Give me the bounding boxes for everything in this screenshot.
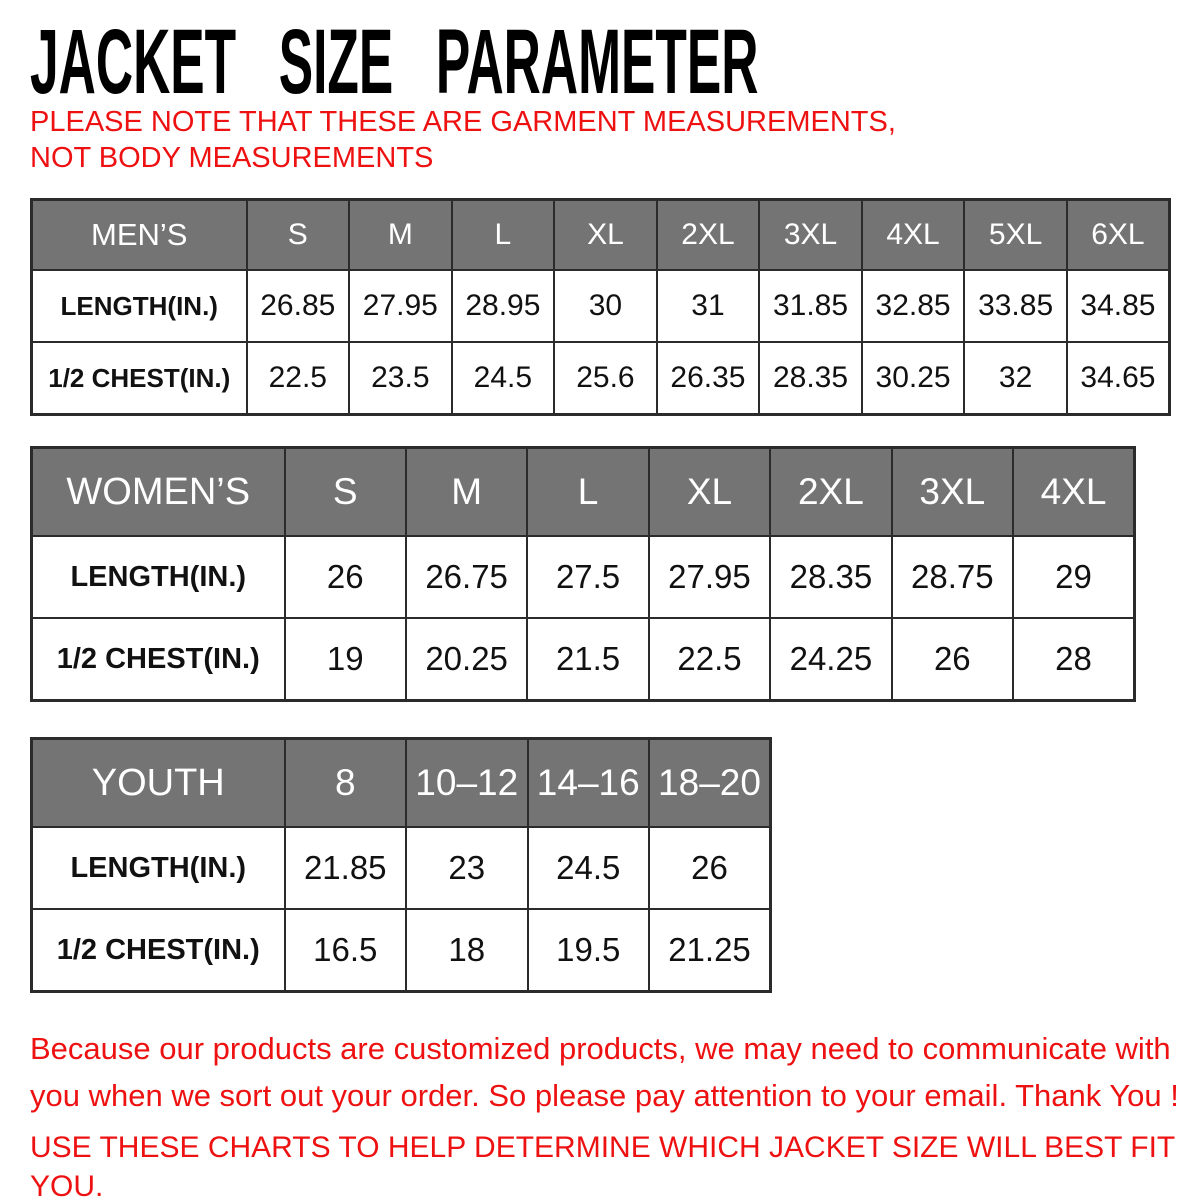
mens-size-header: 2XL bbox=[657, 200, 760, 271]
youth-length-value: 21.85 bbox=[285, 827, 407, 909]
womens-size-header: XL bbox=[649, 448, 770, 537]
youth-chest-value: 18 bbox=[406, 909, 528, 992]
youth-length-value: 23 bbox=[406, 827, 528, 909]
womens-size-header: M bbox=[406, 448, 527, 537]
womens-size-header: L bbox=[527, 448, 648, 537]
mens-size-header: 3XL bbox=[759, 200, 862, 271]
mens-chest-value: 32 bbox=[964, 342, 1067, 415]
mens-chest-row bbox=[32, 342, 1170, 415]
womens-chest-value: 22.5 bbox=[649, 618, 770, 701]
mens-size-header: 4XL bbox=[862, 200, 965, 271]
womens-length-value: 28.35 bbox=[770, 536, 891, 618]
mens-length-value: 32.85 bbox=[862, 270, 965, 342]
womens-chest-value: 19 bbox=[285, 618, 406, 701]
youth-length-row bbox=[32, 827, 771, 909]
garment-measurement-note: PLEASE NOTE THAT THESE ARE GARMENT MEASUREMENTS, NOT BODY MEASUREMENTS bbox=[30, 106, 896, 175]
mens-size-header: XL bbox=[554, 200, 657, 271]
youth-chest-label: 1/2 CHEST(IN.) bbox=[32, 909, 285, 992]
youth-chest-value: 21.25 bbox=[649, 909, 771, 992]
mens-length-value: 26.85 bbox=[247, 270, 350, 342]
mens-length-value: 33.85 bbox=[964, 270, 1067, 342]
youth-chest-value: 16.5 bbox=[285, 909, 407, 992]
mens-chest-value: 34.65 bbox=[1067, 342, 1170, 415]
mens-length-value: 28.95 bbox=[452, 270, 555, 342]
mens-chest-value: 25.6 bbox=[554, 342, 657, 415]
womens-size-header: S bbox=[285, 448, 406, 537]
womens-chest-label: 1/2 CHEST(IN.) bbox=[32, 618, 285, 701]
youth-size-header: 8 bbox=[285, 739, 407, 828]
womens-chest-value: 21.5 bbox=[527, 618, 648, 701]
womens-length-value: 27.5 bbox=[527, 536, 648, 618]
womens-header-row bbox=[32, 448, 1135, 537]
womens-chest-value: 26 bbox=[892, 618, 1013, 701]
youth-length-label: LENGTH(IN.) bbox=[32, 827, 285, 909]
womens-chest-value: 20.25 bbox=[406, 618, 527, 701]
mens-length-value: 31 bbox=[657, 270, 760, 342]
womens-chest-row bbox=[32, 618, 1135, 701]
womens-length-value: 26 bbox=[285, 536, 406, 618]
mens-length-value: 27.95 bbox=[349, 270, 452, 342]
youth-size-header: 10–12 bbox=[406, 739, 528, 828]
mens-chest-value: 26.35 bbox=[657, 342, 760, 415]
mens-length-label: LENGTH(IN.) bbox=[32, 270, 247, 342]
mens-group-header: MEN’S bbox=[32, 200, 247, 271]
youth-header-row bbox=[32, 739, 771, 828]
womens-length-label: LENGTH(IN.) bbox=[32, 536, 285, 618]
mens-chest-value: 22.5 bbox=[247, 342, 350, 415]
mens-size-header: S bbox=[247, 200, 350, 271]
youth-chest-value: 19.5 bbox=[528, 909, 650, 992]
mens-size-header: L bbox=[452, 200, 555, 271]
page-title-text: JACKET SIZE PARAMETER bbox=[30, 11, 759, 113]
womens-group-header: WOMEN’S bbox=[32, 448, 285, 537]
mens-chest-value: 23.5 bbox=[349, 342, 452, 415]
womens-length-value: 27.95 bbox=[649, 536, 770, 618]
fit-advice: USE THESE CHARTS TO HELP DETERMINE WHICH JACKET SIZE WILL BEST FIT YOU. bbox=[30, 1131, 1175, 1200]
customization-notice: Because our products are customized products, we may need to communicate with you when we sort out your order. So please pay attention to your email. Thank You ! bbox=[30, 1031, 1179, 1113]
mens-length-value: 34.85 bbox=[1067, 270, 1170, 342]
womens-chest-value: 24.25 bbox=[770, 618, 891, 701]
mens-chest-value: 30.25 bbox=[862, 342, 965, 415]
mens-size-header: M bbox=[349, 200, 452, 271]
mens-length-row bbox=[32, 270, 1170, 342]
womens-size-header: 3XL bbox=[892, 448, 1013, 537]
youth-length-value: 24.5 bbox=[528, 827, 650, 909]
youth-size-table bbox=[30, 737, 772, 993]
youth-group-header: YOUTH bbox=[32, 739, 285, 828]
mens-size-table bbox=[30, 198, 1171, 416]
womens-size-header: 2XL bbox=[770, 448, 891, 537]
youth-size-header: 14–16 bbox=[528, 739, 650, 828]
mens-length-value: 31.85 bbox=[759, 270, 862, 342]
womens-size-table bbox=[30, 446, 1136, 702]
mens-size-header: 6XL bbox=[1067, 200, 1170, 271]
mens-chest-label: 1/2 CHEST(IN.) bbox=[32, 342, 247, 415]
youth-length-value: 26 bbox=[649, 827, 771, 909]
youth-size-header: 18–20 bbox=[649, 739, 771, 828]
mens-size-header: 5XL bbox=[964, 200, 1067, 271]
womens-length-value: 29 bbox=[1013, 536, 1134, 618]
womens-length-row bbox=[32, 536, 1135, 618]
mens-length-value: 30 bbox=[554, 270, 657, 342]
page-title bbox=[30, 11, 1200, 113]
mens-chest-value: 24.5 bbox=[452, 342, 555, 415]
mens-chest-value: 28.35 bbox=[759, 342, 862, 415]
womens-length-value: 26.75 bbox=[406, 536, 527, 618]
mens-header-row bbox=[32, 200, 1170, 271]
youth-chest-row bbox=[32, 909, 771, 992]
womens-chest-value: 28 bbox=[1013, 618, 1134, 701]
womens-size-header: 4XL bbox=[1013, 448, 1134, 537]
womens-length-value: 28.75 bbox=[892, 536, 1013, 618]
